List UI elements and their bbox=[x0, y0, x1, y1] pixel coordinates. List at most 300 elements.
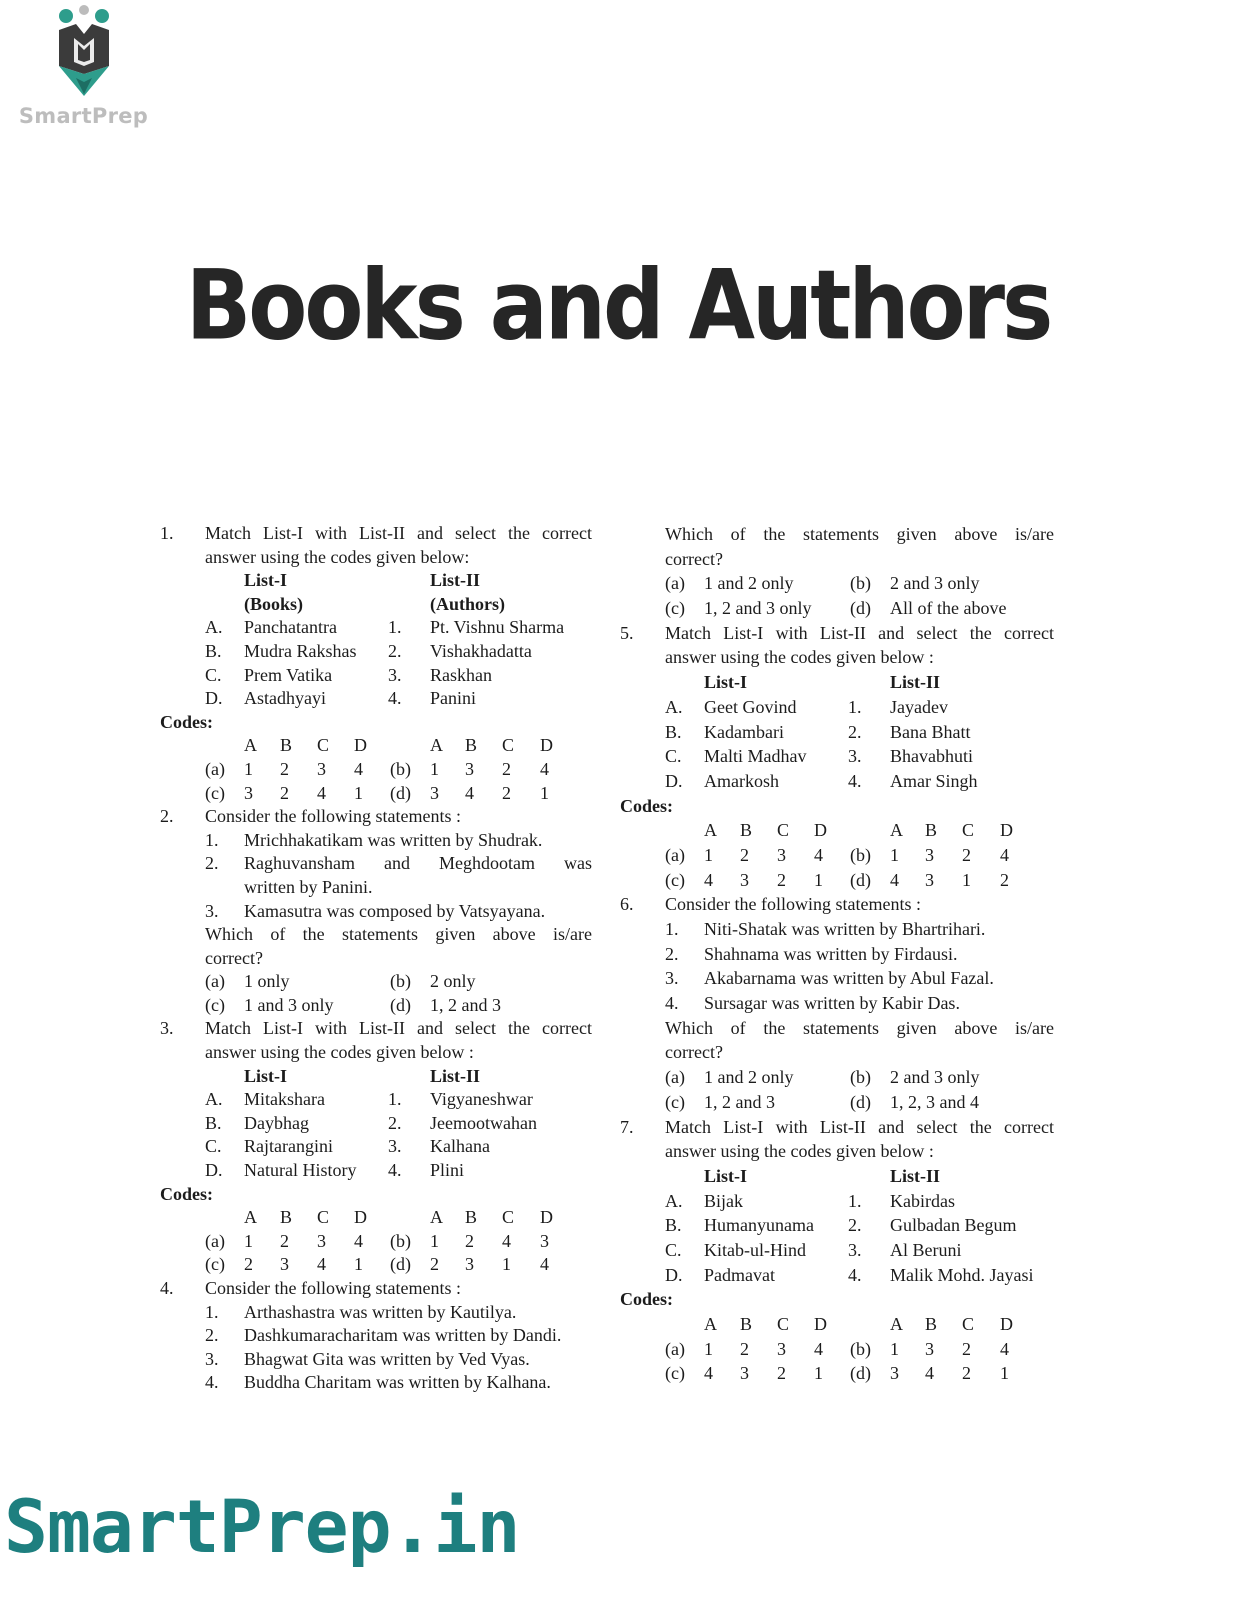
code-letter: C bbox=[777, 820, 790, 841]
pair-letter: B. bbox=[665, 721, 682, 742]
code-letter: D bbox=[540, 1207, 553, 1228]
code-letters bbox=[160, 734, 600, 758]
code-value: 3 bbox=[777, 1338, 786, 1359]
page-title: Books and Authors bbox=[185, 249, 1051, 362]
pair-item: Astadhyayi bbox=[244, 688, 326, 709]
code-letter: B bbox=[740, 1314, 753, 1334]
which-line bbox=[620, 1040, 1078, 1065]
code-value: 3 bbox=[317, 758, 326, 779]
list-i-subheading: (Books) bbox=[244, 593, 304, 614]
question-stem-line bbox=[160, 522, 600, 546]
which-line bbox=[620, 522, 1078, 547]
statement-number: 1. bbox=[205, 1301, 219, 1322]
statement-text: Niti-Shatak was written by Bhartrihari. bbox=[704, 919, 986, 939]
code-letter: D bbox=[540, 735, 553, 756]
pair-match: Raskhan bbox=[430, 664, 492, 685]
statement-text: Dashkumaracharitam was written by Dandi. bbox=[244, 1325, 562, 1346]
option-label: (a) bbox=[665, 1067, 685, 1088]
question-stem-line bbox=[160, 1017, 600, 1041]
pair-letter: A. bbox=[665, 1190, 683, 1211]
code-value: 1 bbox=[244, 1230, 253, 1251]
question-stem-line bbox=[620, 1115, 1078, 1140]
statement-number: 2. bbox=[665, 943, 679, 964]
pair-match: Vishakhadatta bbox=[430, 640, 532, 661]
pair-match: Bana Bhatt bbox=[890, 721, 971, 742]
pair-match: Bhavabhuti bbox=[890, 746, 973, 767]
answer-option-row bbox=[620, 596, 1078, 621]
code-letter: C bbox=[317, 1207, 330, 1228]
code-letter: B bbox=[740, 820, 753, 841]
question-number: 4. bbox=[160, 1278, 174, 1298]
match-pair bbox=[160, 1088, 600, 1112]
match-pair bbox=[620, 769, 1078, 794]
code-value: 4 bbox=[465, 782, 474, 803]
code-letter: D bbox=[354, 1207, 367, 1228]
statement bbox=[160, 1371, 600, 1395]
codes-label bbox=[160, 711, 600, 735]
code-letter: D bbox=[814, 820, 827, 841]
code-letter: A bbox=[890, 1314, 903, 1334]
pair-number: 1. bbox=[388, 617, 402, 638]
code-option-row bbox=[620, 843, 1078, 868]
code-value: 2 bbox=[962, 1338, 971, 1359]
code-letter: A bbox=[704, 1314, 717, 1334]
option-label: (c) bbox=[205, 1254, 225, 1275]
code-value: 3 bbox=[890, 1363, 899, 1384]
option-text: 1 and 2 only bbox=[704, 1067, 794, 1088]
code-value: 3 bbox=[925, 1338, 934, 1359]
code-letter: D bbox=[1000, 1314, 1013, 1334]
code-letter: A bbox=[244, 735, 257, 756]
answer-option-row bbox=[160, 970, 600, 994]
match-pair bbox=[620, 1238, 1078, 1263]
code-letters bbox=[620, 1312, 1078, 1337]
option-label: (a) bbox=[205, 971, 225, 992]
codes-label: Codes: bbox=[160, 1183, 213, 1204]
pair-item: Bijak bbox=[704, 1190, 743, 1211]
pair-item: Daybhag bbox=[244, 1112, 309, 1133]
statement-text: Raghuvansham and Meghdootam was bbox=[244, 853, 592, 874]
pair-item: Kadambari bbox=[704, 721, 784, 742]
codes-label: Codes: bbox=[160, 711, 213, 732]
code-value: 2 bbox=[465, 1230, 474, 1251]
option-label: (b) bbox=[850, 573, 871, 594]
codes-label bbox=[160, 1183, 600, 1207]
right-column bbox=[620, 522, 1078, 1386]
code-value: 2 bbox=[280, 782, 289, 803]
option-text: 1 and 2 only bbox=[704, 573, 794, 594]
pair-match: Jeemootwahan bbox=[430, 1112, 537, 1133]
option-label: (c) bbox=[665, 1363, 685, 1384]
option-label: (a) bbox=[205, 1230, 225, 1251]
code-letter: A bbox=[244, 1207, 257, 1228]
option-text: 1, 2 and 3 bbox=[430, 994, 501, 1015]
pair-item: Natural History bbox=[244, 1160, 357, 1181]
code-value: 3 bbox=[317, 1230, 326, 1251]
code-value: 2 bbox=[430, 1254, 439, 1275]
code-value: 2 bbox=[740, 844, 749, 865]
match-pair bbox=[620, 720, 1078, 745]
logo bbox=[16, 4, 151, 132]
list-i-heading: List-I bbox=[704, 1165, 748, 1186]
code-letters bbox=[160, 1206, 600, 1230]
code-letter: C bbox=[502, 1207, 515, 1228]
logo-text: SmartPrep bbox=[18, 104, 149, 128]
option-label: (b) bbox=[850, 844, 871, 865]
pair-item: Kitab-ul-Hind bbox=[704, 1239, 806, 1260]
question-stem-line bbox=[160, 546, 600, 570]
option-text: 1 only bbox=[244, 971, 290, 992]
question-stem-line bbox=[620, 1139, 1078, 1164]
question-stem: answer using the codes given below: bbox=[205, 546, 470, 567]
statement-text: Bhagwat Gita was written by Ved Vyas. bbox=[244, 1348, 530, 1369]
code-option-row bbox=[160, 758, 600, 782]
question-number: 1. bbox=[160, 523, 174, 543]
option-text: 1, 2 and 3 bbox=[704, 1091, 775, 1112]
statement-number: 3. bbox=[665, 968, 679, 989]
statement bbox=[160, 829, 600, 853]
statement-text: Akabarnama was written by Abul Fazal. bbox=[704, 968, 994, 989]
answer-option-row bbox=[620, 1065, 1078, 1090]
pair-match: Plini bbox=[430, 1160, 465, 1181]
option-label: (a) bbox=[665, 1338, 685, 1359]
answer-option-row bbox=[620, 1090, 1078, 1115]
pair-number: 4. bbox=[848, 770, 862, 791]
statement-text: Buddha Charitam was written by Kalhana. bbox=[244, 1372, 551, 1393]
pair-number: 3. bbox=[388, 1136, 402, 1157]
code-option-row bbox=[620, 868, 1078, 893]
statement-number: 2. bbox=[205, 1325, 219, 1346]
question-stem: Match List-I with List-II and select the correct bbox=[205, 1018, 592, 1039]
pair-number: 3. bbox=[848, 746, 862, 767]
question-number: 7. bbox=[620, 1116, 634, 1137]
which-text: correct? bbox=[665, 1042, 723, 1063]
code-value: 4 bbox=[814, 844, 823, 865]
codes-label: Codes: bbox=[620, 795, 673, 816]
question-stem: answer using the codes given below : bbox=[205, 1042, 474, 1063]
left-column bbox=[160, 522, 600, 1395]
statement-continued bbox=[160, 876, 600, 900]
which-text: Which of the statements given above is/are bbox=[205, 924, 592, 945]
code-value: 4 bbox=[890, 869, 899, 890]
statement-number: 1. bbox=[665, 919, 679, 939]
pair-item: Mudra Rakshas bbox=[244, 640, 357, 661]
code-value: 1 bbox=[430, 758, 439, 779]
option-label: (b) bbox=[850, 1338, 871, 1359]
code-value: 3 bbox=[280, 1254, 289, 1275]
code-letter: C bbox=[962, 820, 975, 841]
code-option-row bbox=[620, 1361, 1078, 1386]
code-value: 1 bbox=[354, 782, 363, 803]
pair-number: 3. bbox=[848, 1239, 862, 1260]
code-value: 1 bbox=[1000, 1363, 1009, 1384]
code-letter: C bbox=[502, 735, 515, 756]
pair-letter: B. bbox=[205, 1112, 222, 1133]
code-value: 4 bbox=[704, 1363, 713, 1384]
code-value: 4 bbox=[354, 1230, 363, 1251]
question-stem: Match List-I with List-II and select the correct bbox=[665, 622, 1054, 643]
code-value: 4 bbox=[317, 1254, 326, 1275]
code-letter: B bbox=[465, 1207, 478, 1228]
pair-match: Kabirdas bbox=[890, 1190, 955, 1211]
codes-label bbox=[620, 794, 1078, 819]
code-letter: B bbox=[280, 1207, 293, 1228]
option-label: (d) bbox=[850, 1363, 871, 1384]
pair-number: 4. bbox=[388, 688, 402, 709]
pair-number: 2. bbox=[388, 1112, 402, 1133]
option-label: (b) bbox=[390, 1230, 411, 1251]
question-stem: answer using the codes given below : bbox=[665, 1141, 934, 1162]
option-label: (d) bbox=[390, 1254, 411, 1275]
code-option-row bbox=[160, 1253, 600, 1277]
pair-letter: D. bbox=[665, 770, 683, 791]
option-text: All of the above bbox=[890, 598, 1007, 619]
code-letter: A bbox=[704, 820, 717, 841]
statement-number: 4. bbox=[205, 1372, 219, 1393]
pair-item: Geet Govind bbox=[704, 696, 797, 717]
answer-option-row bbox=[160, 994, 600, 1018]
code-value: 2 bbox=[740, 1338, 749, 1359]
code-letter: B bbox=[925, 1314, 938, 1334]
statement-number: 1. bbox=[205, 829, 219, 850]
match-pair bbox=[160, 640, 600, 664]
list-heading bbox=[160, 1065, 600, 1089]
option-label: (b) bbox=[390, 971, 411, 992]
pair-match: Al Beruni bbox=[890, 1239, 962, 1260]
pair-letter: A. bbox=[665, 696, 683, 717]
pair-match: Vigyaneshwar bbox=[430, 1089, 533, 1110]
question-intro bbox=[620, 892, 1078, 917]
code-value: 4 bbox=[317, 782, 326, 803]
list-ii-heading: List-II bbox=[430, 1065, 481, 1086]
statement-number: 3. bbox=[205, 1348, 219, 1369]
code-value: 4 bbox=[502, 1230, 511, 1251]
footer-site-name: SmartPrep.in bbox=[4, 1485, 520, 1570]
option-label: (a) bbox=[665, 844, 685, 865]
pair-match: Malik Mohd. Jayasi bbox=[890, 1264, 1034, 1285]
statement bbox=[160, 1348, 600, 1372]
match-pair bbox=[620, 695, 1078, 720]
question-number: 5. bbox=[620, 622, 634, 643]
code-value: 3 bbox=[465, 1254, 474, 1275]
match-pair bbox=[160, 687, 600, 711]
question-intro: Consider the following statements : bbox=[665, 894, 921, 915]
statement-text: Shahnama was written by Firdausi. bbox=[704, 943, 958, 964]
code-value: 3 bbox=[540, 1230, 549, 1251]
match-pair bbox=[620, 744, 1078, 769]
pair-item: Prem Vatika bbox=[244, 664, 333, 685]
list-heading bbox=[160, 569, 600, 593]
code-letter: D bbox=[1000, 820, 1013, 841]
code-value: 2 bbox=[280, 758, 289, 779]
option-text: 2 and 3 only bbox=[890, 573, 980, 594]
code-value: 4 bbox=[704, 869, 713, 890]
match-pair bbox=[620, 1189, 1078, 1214]
option-label: (c) bbox=[205, 782, 225, 803]
codes-label: Codes: bbox=[620, 1289, 673, 1310]
pair-item: Humanyunama bbox=[704, 1215, 814, 1236]
pair-number: 1. bbox=[848, 696, 862, 717]
statement-number: 3. bbox=[205, 900, 219, 921]
statement bbox=[160, 900, 600, 924]
statement-text: Arthashastra was written by Kautilya. bbox=[244, 1301, 517, 1322]
code-option-row bbox=[160, 1230, 600, 1254]
match-pair bbox=[160, 616, 600, 640]
list-ii-subheading: (Authors) bbox=[430, 593, 505, 614]
code-value: 1 bbox=[962, 869, 971, 890]
option-label: (d) bbox=[390, 994, 411, 1015]
statement-text: Kamasutra was composed by Vatsyayana. bbox=[244, 900, 546, 921]
pair-letter: C. bbox=[205, 664, 222, 685]
code-value: 1 bbox=[540, 782, 549, 803]
which-line bbox=[160, 947, 600, 971]
code-letters bbox=[620, 818, 1078, 843]
pair-number: 3. bbox=[388, 664, 402, 685]
code-value: 1 bbox=[502, 1254, 511, 1275]
option-label: (d) bbox=[850, 598, 871, 619]
option-text: 2 only bbox=[430, 971, 476, 992]
statement bbox=[620, 917, 1078, 942]
option-label: (b) bbox=[850, 1067, 871, 1088]
question-intro bbox=[160, 805, 600, 829]
code-option-row bbox=[160, 782, 600, 806]
question-stem: Match List-I with List-II and select the correct bbox=[665, 1116, 1054, 1137]
pair-letter: A. bbox=[205, 1089, 223, 1110]
question-number: 6. bbox=[620, 894, 634, 915]
code-value: 4 bbox=[1000, 844, 1009, 865]
list-heading bbox=[620, 1164, 1078, 1189]
pair-match: Pt. Vishnu Sharma bbox=[430, 617, 565, 638]
question-number: 2. bbox=[160, 806, 174, 827]
pair-item: Mitakshara bbox=[244, 1089, 325, 1110]
list-heading bbox=[620, 670, 1078, 695]
pair-letter: D. bbox=[205, 1160, 223, 1181]
pair-number: 2. bbox=[848, 1215, 862, 1236]
pair-number: 1. bbox=[848, 1190, 862, 1211]
pair-number: 4. bbox=[388, 1160, 402, 1181]
which-line bbox=[160, 923, 600, 947]
pair-item: Padmavat bbox=[704, 1264, 775, 1285]
pair-item: Malti Madhav bbox=[704, 746, 807, 767]
option-label: (c) bbox=[665, 598, 685, 619]
list-ii-heading: List-II bbox=[890, 672, 941, 693]
code-value: 3 bbox=[244, 782, 253, 803]
code-value: 2 bbox=[777, 869, 786, 890]
list-i-heading: List-I bbox=[244, 1065, 288, 1086]
code-value: 1 bbox=[354, 1254, 363, 1275]
option-label: (c) bbox=[665, 1091, 685, 1112]
question-number: 3. bbox=[160, 1018, 174, 1039]
code-value: 1 bbox=[890, 844, 899, 865]
code-value: 2 bbox=[962, 1363, 971, 1384]
question-intro: Consider the following statements : bbox=[205, 806, 461, 827]
question-stem-line bbox=[620, 621, 1078, 646]
code-letter: A bbox=[430, 1207, 443, 1228]
option-label: (c) bbox=[665, 869, 685, 890]
code-value: 3 bbox=[925, 844, 934, 865]
statement bbox=[620, 991, 1078, 1016]
option-label: (d) bbox=[390, 782, 411, 803]
pair-letter: C. bbox=[665, 746, 682, 767]
option-text: 1 and 3 only bbox=[244, 994, 334, 1015]
pair-item: Panchatantra bbox=[244, 617, 337, 638]
which-text: correct? bbox=[665, 548, 723, 569]
pair-letter: C. bbox=[665, 1239, 682, 1260]
pair-letter: A. bbox=[205, 617, 223, 638]
pair-letter: B. bbox=[205, 640, 222, 661]
code-value: 2 bbox=[502, 782, 511, 803]
question-intro bbox=[160, 1277, 600, 1301]
option-label: (d) bbox=[850, 869, 871, 890]
code-letter: C bbox=[317, 735, 330, 756]
code-value: 3 bbox=[740, 1363, 749, 1384]
statement bbox=[160, 1324, 600, 1348]
pair-item: Amarkosh bbox=[704, 770, 779, 791]
code-value: 1 bbox=[814, 869, 823, 890]
code-value: 2 bbox=[962, 844, 971, 865]
which-line bbox=[620, 1016, 1078, 1041]
which-text: correct? bbox=[205, 947, 263, 968]
match-pair bbox=[620, 1263, 1078, 1288]
list-ii-heading: List-II bbox=[430, 570, 481, 591]
statement bbox=[160, 852, 600, 876]
pair-match: Panini bbox=[430, 688, 477, 709]
question-intro: Consider the following statements : bbox=[205, 1278, 461, 1298]
pair-letter: C. bbox=[205, 1136, 222, 1157]
pair-number: 1. bbox=[388, 1089, 402, 1110]
option-text: 1, 2, 3 and 4 bbox=[890, 1091, 979, 1112]
statement-number: 4. bbox=[665, 993, 679, 1014]
pair-match: Kalhana bbox=[430, 1136, 490, 1157]
list-subheading bbox=[160, 593, 600, 617]
list-i-heading: List-I bbox=[244, 570, 288, 591]
code-value: 4 bbox=[354, 758, 363, 779]
code-letter: D bbox=[814, 1314, 827, 1334]
code-value: 2 bbox=[502, 758, 511, 779]
statement-text: Sursagar was written by Kabir Das. bbox=[704, 993, 960, 1014]
code-value: 3 bbox=[740, 869, 749, 890]
option-label: (a) bbox=[205, 758, 225, 779]
code-value: 2 bbox=[280, 1230, 289, 1251]
statement-text: Mrichhakatikam was written by Shudrak. bbox=[244, 829, 543, 850]
smartprep-logo-icon bbox=[56, 4, 112, 100]
which-text: Which of the statements given above is/are bbox=[665, 1017, 1054, 1038]
code-value: 2 bbox=[244, 1254, 253, 1275]
code-value: 1 bbox=[704, 1338, 713, 1359]
question-stem: Match List-I with List-II and select the correct bbox=[205, 523, 592, 543]
pair-match: Jayadev bbox=[890, 696, 948, 717]
code-value: 4 bbox=[814, 1338, 823, 1359]
statement-number: 2. bbox=[205, 853, 219, 874]
match-pair bbox=[620, 1213, 1078, 1238]
option-label: (b) bbox=[390, 758, 411, 779]
code-letter: A bbox=[430, 735, 443, 756]
pair-match: Gulbadan Begum bbox=[890, 1215, 1017, 1236]
code-value: 4 bbox=[925, 1363, 934, 1384]
pair-number: 2. bbox=[388, 640, 402, 661]
code-value: 3 bbox=[465, 758, 474, 779]
statement-text: written by Panini. bbox=[244, 876, 373, 897]
pair-letter: B. bbox=[665, 1215, 682, 1236]
code-value: 3 bbox=[925, 869, 934, 890]
match-pair bbox=[160, 1112, 600, 1136]
pair-number: 4. bbox=[848, 1264, 862, 1285]
code-letter: C bbox=[962, 1314, 975, 1334]
statement bbox=[620, 942, 1078, 967]
pair-letter: D. bbox=[205, 688, 223, 709]
statement bbox=[620, 966, 1078, 991]
code-letter: A bbox=[890, 820, 903, 841]
